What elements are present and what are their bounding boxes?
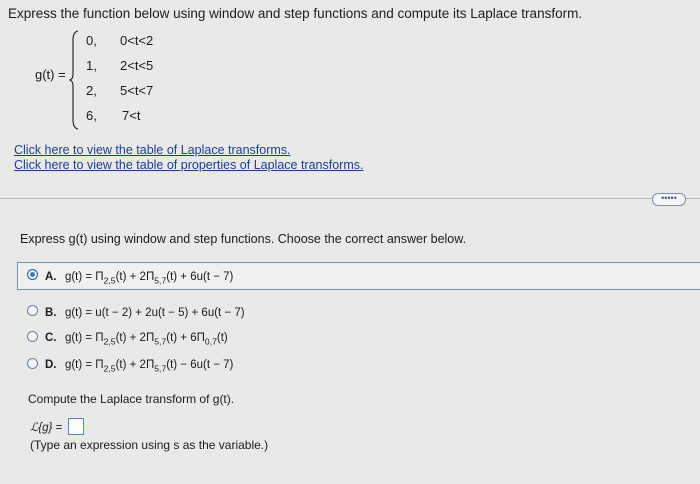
option-text: g(t) = u(t − 2) + 2u(t − 5) + 6u(t − 7) bbox=[64, 307, 245, 319]
option-b[interactable] bbox=[45, 303, 245, 321]
case-value: 6, bbox=[86, 108, 97, 123]
laplace-answer-input[interactable] bbox=[68, 418, 84, 435]
part1-prompt: Express g(t) using window and step functions. Choose the correct answer below. bbox=[20, 232, 467, 246]
option-letter: D. bbox=[45, 359, 57, 371]
case-condition: 0<t<2 bbox=[120, 33, 154, 48]
more-options-button[interactable]: ••••• bbox=[652, 193, 686, 206]
section-divider bbox=[0, 198, 700, 199]
option-c[interactable] bbox=[45, 328, 228, 346]
option-text: $g(t) = \Pi_{2,5}(t) + 2\Pi_{5,7}(t) - 6u(t - 7)$ bbox=[64, 359, 234, 374]
case-row bbox=[86, 83, 153, 98]
case-value: 0, bbox=[86, 33, 97, 48]
question-text: Express the function below using window and step functions and compute its Laplace transform. bbox=[8, 6, 583, 21]
option-a[interactable] bbox=[45, 267, 233, 285]
case-condition: 7<t bbox=[122, 108, 141, 123]
function-label: g(t) = bbox=[35, 67, 66, 82]
case-row bbox=[86, 33, 153, 48]
case-value: 2, bbox=[86, 83, 97, 98]
part2-prompt: Compute the Laplace transform of g(t). bbox=[28, 392, 235, 406]
option-c-radio[interactable] bbox=[27, 331, 38, 342]
option-letter: A. bbox=[45, 271, 57, 283]
case-condition: 2<t<5 bbox=[120, 58, 154, 73]
option-text: $g(t) = \Pi_{2,5}(t) + 2\Pi_{5,7}(t) + 6\Pi_{0,7}(t)$ bbox=[64, 332, 228, 347]
option-d-radio[interactable] bbox=[27, 358, 38, 369]
laplace-answer-label: ℒ{g} = bbox=[30, 422, 63, 434]
case-condition: 5<t<7 bbox=[120, 83, 154, 98]
case-row bbox=[86, 108, 140, 123]
option-b-radio[interactable] bbox=[27, 305, 38, 316]
piecewise-brace bbox=[69, 30, 79, 130]
laplace-table-link[interactable]: Click here to view the table of Laplace transforms. bbox=[14, 143, 291, 157]
option-text: $g(t) = \Pi_{2,5}(t) + 2\Pi_{5,7}(t) + 6u(t - 7)$ bbox=[64, 271, 234, 286]
answer-hint: (Type an expression using s as the variable.) bbox=[30, 438, 269, 452]
option-letter: C. bbox=[45, 332, 57, 344]
option-d[interactable] bbox=[45, 355, 233, 373]
laplace-properties-link[interactable]: Click here to view the table of properties of Laplace transforms. bbox=[14, 158, 364, 172]
case-value: 1, bbox=[86, 58, 97, 73]
case-row bbox=[86, 58, 153, 73]
option-letter: B. bbox=[45, 307, 57, 319]
option-a-radio[interactable] bbox=[27, 269, 38, 280]
